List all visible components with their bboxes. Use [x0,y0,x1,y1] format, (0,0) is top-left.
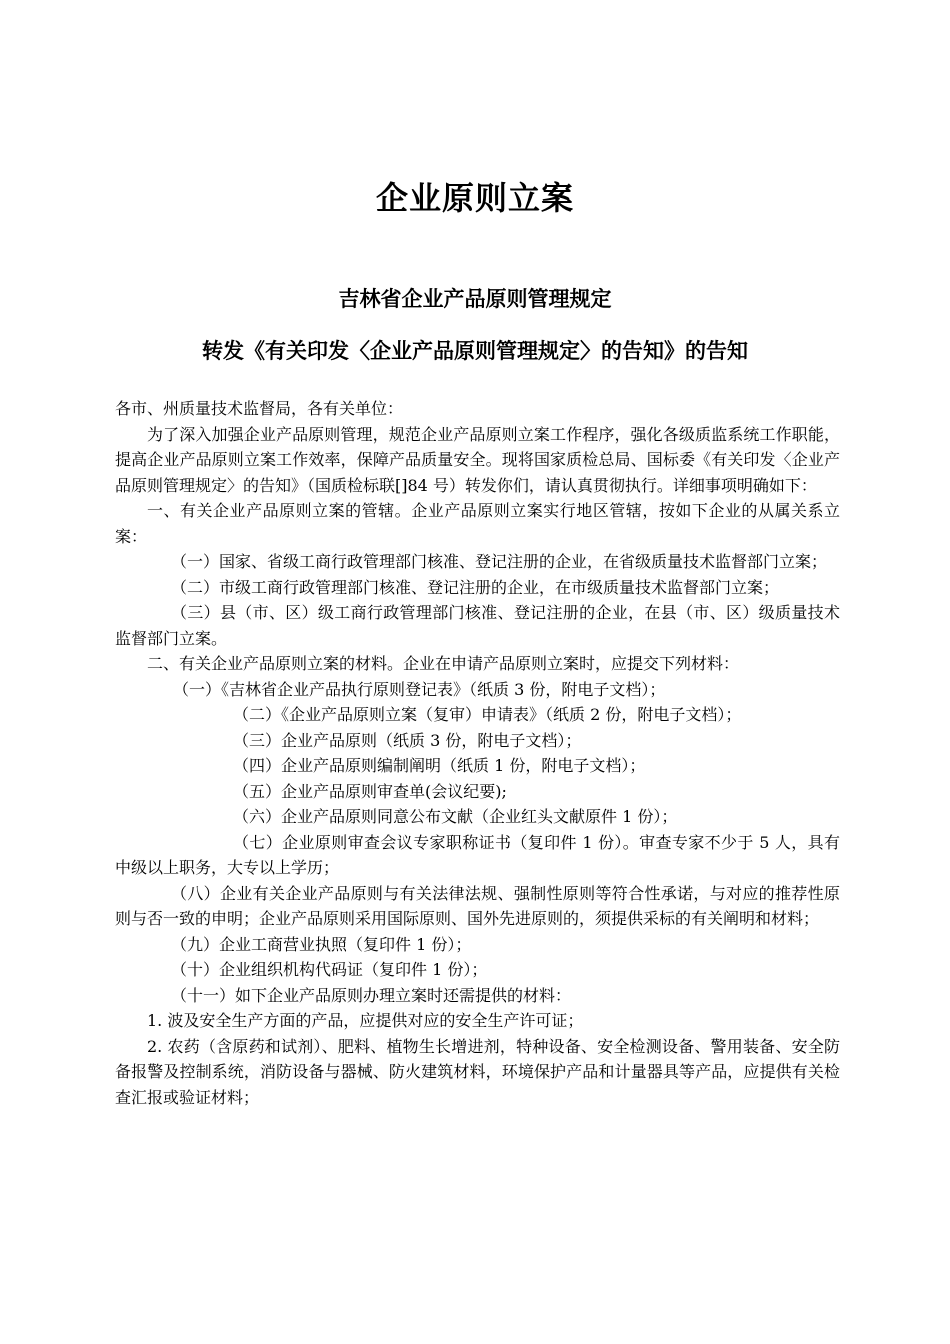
list-item: （二）市级工商行政管理部门核准、登记注册的企业，在市级质量技术监督部门立案； [171,577,780,597]
list-item: （十一）如下企业产品原则办理立案时还需提供的材料： [171,985,572,1005]
list-item: （一）《吉林省企业产品执行原则登记表》（纸质 3 份，附电子文档）； [173,679,666,699]
list-item: （九）企业工商营业执照（复印件 1 份）； [171,934,472,954]
document-subtitle-notice: 转发《有关印发〈企业产品原则管理规定〉的告知》的告知 [202,339,748,363]
list-item: （五）企业产品原则审查单(会议纪要); [233,781,507,801]
salutation: 各市、州质量技术监督局，各有关单位： [115,399,404,418]
body-paragraph: 为了深入加强企业产品原则管理，规范企业产品原则立案工作程序，强化各级质监系统工作职能，提高企业产品原则立案工作效率，保障产品质量安全。现将国家质检总局、国标委《有关印发〈企业产品原则管理规定〉的告知》（国质检标联[]84 号）转发你们，请认真贯彻执行。详细事项明确如下： [115,424,840,495]
list-item: （三）县（市、区）级工商行政管理部门核准、登记注册的企业，在县（市、区）级质量技术监督部门立案。 [115,603,840,648]
list-item: （一）国家、省级工商行政管理部门核准、登记注册的企业，在省级质量技术监督部门立案； [171,552,828,571]
list-item: （三）企业产品原则（纸质 3 份，附电子文档）； [233,730,582,750]
section-materials: 二、有关企业产品原则立案的材料。企业在申请产品原则立案时，应提交下列材料： [147,654,740,673]
list-item: （十）企业组织机构代码证（复印件 1 份）； [171,960,488,979]
document-subtitle-regulation: 吉林省企业产品原则管理规定 [338,287,612,311]
document-body [115,396,840,1110]
list-item: （八）企业有关企业产品原则与有关法律法规、强制性原则等符合性承诺，与对应的推荐性原则与否一致的申明；企业产品原则采用国际原则、国外先进原则的，须提供采标的有关阐明和材料； [115,883,840,928]
document-title: 企业原则立案 [375,179,574,217]
list-item: （七）企业原则审查会议专家职称证书（复印件 1 份）。审查专家不少于 5 人，具有中级以上职务，大专以上学历； [115,832,840,877]
list-item: （二）《企业产品原则立案（复审）申请表》（纸质 2 份，附电子文档）； [233,705,742,724]
list-item: （六）企业产品原则同意公布文献（企业红头文献原件 1 份）； [233,807,678,826]
numbered-item: 2. 农药（含原药和试剂）、肥料、植物生长增进剂，特种设备、安全检测设备、警用装备、安全防备报警及控制系统，消防设备与器械、防火建筑材料，环境保护产品和计量器具等产品，应提供有关检查汇报或验证材料； [115,1036,840,1107]
section-jurisdiction: 一、有关企业产品原则立案的管辖。企业产品原则立案实行地区管辖，按如下企业的从属关系立案： [115,501,840,546]
numbered-item: 1. 波及安全生产方面的产品，应提供对应的安全生产许可证； [147,1011,584,1030]
list-item: （四）企业产品原则编制阐明（纸质 1 份，附电子文档）； [233,756,646,775]
